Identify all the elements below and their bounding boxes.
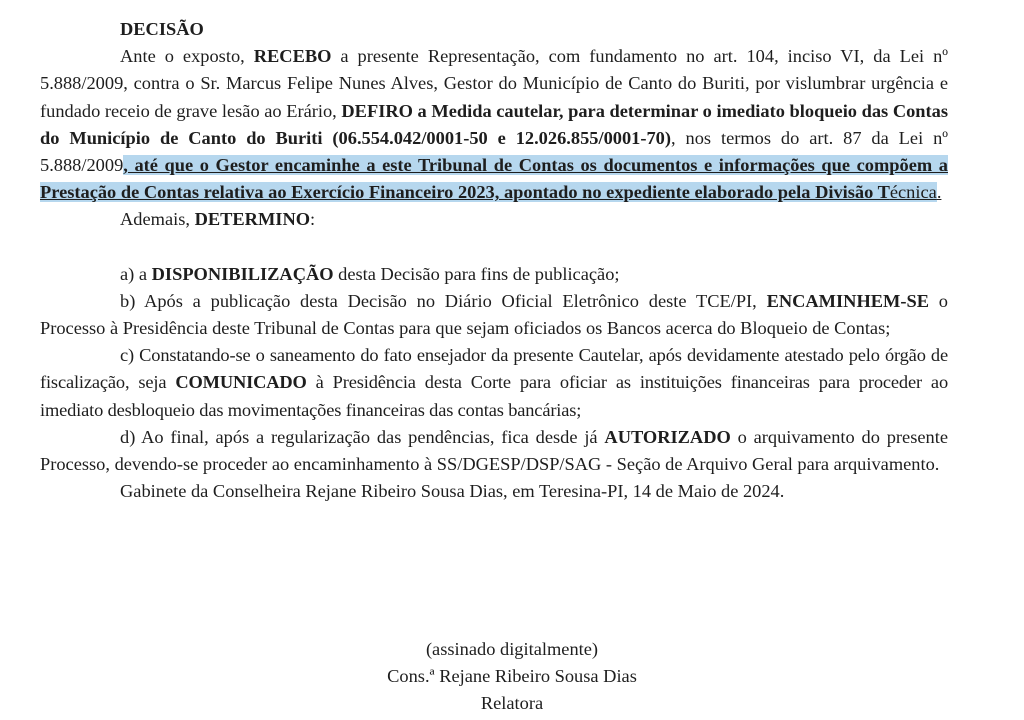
decision-text-intro: Ante o exposto,: [120, 46, 254, 67]
item-c-bold: COMUNICADO: [175, 372, 307, 393]
signature-name: Cons.ª Rejane Ribeiro Sousa Dias: [387, 666, 637, 687]
item-d-text: o arquivamento do presente Processo, devendo-se proceder ao encaminhamento à SS/DGESP/DSP/SAG - Seção de Arquivo Geral para arquivamento.: [40, 426, 949, 475]
item-a-prefix: a) a: [120, 263, 152, 284]
section-heading: DECISÃO: [120, 19, 204, 39]
item-d-prefix: d) Ao final, após a regularização das pendências, fica desde já: [120, 426, 605, 447]
determino-paragraph: [40, 206, 948, 233]
determino-colon: :: [310, 209, 316, 230]
item-b-prefix: b) Após a publicação desta Decisão no Diário Oficial Eletrônico deste TCE/PI,: [120, 290, 767, 311]
decision-defiro: DEFIRO a Medida cautelar, para determinar o imediato bloqueio das Contas do Município de Canto do Buriti (06.554.042/0001-50 e 12.026.855/0001-70): [40, 100, 948, 148]
decision-paragraph: [40, 43, 948, 206]
blank-line: [40, 234, 948, 261]
determino-label: DETERMINO: [194, 209, 311, 230]
list-item-c: [40, 342, 948, 424]
closing-line: Gabinete da Conselheira Rejane Ribeiro Sousa Dias, em Teresina-PI, 14 de Maio de 2024.: [120, 481, 785, 502]
document-body: [40, 16, 948, 505]
decision-text-basis: a presente Representação, com fundamento no art. 104, inciso VI, da Lei nº 5.888/2009, contra o Sr. Marcus Felipe Nunes Alves, Gestor do Município de Canto do Buriti, por vislumbrar urgência e fundado receio de grave lesão ao Erário,: [40, 46, 948, 121]
highlighted-selection-tail[interactable]: écnica: [889, 182, 937, 203]
item-a-bold: DISPONIBILIZAÇÃO: [151, 263, 334, 284]
item-c-text: à Presidência desta Corte para oficiar as instituições financeiras para proceder ao imediato desbloqueio das movimentações financeiras das contas bancárias;: [40, 372, 948, 420]
determino-intro: Ademais,: [120, 209, 195, 230]
list-item-d: [40, 424, 948, 478]
item-d-bold: AUTORIZADO: [604, 426, 731, 447]
highlighted-selection[interactable]: , até que o Gestor encaminhe a este Tribunal de Contas os documentos e informações que compõem a Prestação de Contas relativa ao Exercício Financeiro 2023, apontado no expediente elaborado pela Divisão T: [40, 155, 948, 203]
list-item-a: [40, 261, 948, 288]
decision-text-law: , nos termos do art. 87 da Lei nº 5.888/2009: [40, 127, 948, 176]
list-item-b: [40, 288, 948, 342]
item-b-text: o Processo à Presidência deste Tribunal de Contas para que sejam oficiados os Bancos acerca do Bloqueio de Contas;: [40, 290, 949, 339]
item-b-bold: ENCAMINHEM-SE: [766, 290, 930, 311]
item-c-prefix: c) Constatando-se o saneamento do fato ensejador da presente Cautelar, após devidamente atestado pelo órgão de fiscalização, seja: [40, 345, 948, 393]
decision-recebo: RECEBO: [253, 46, 332, 67]
item-a-text: desta Decisão para fins de publicação;: [333, 263, 620, 284]
signature-block: [0, 636, 1024, 718]
decision-period: .: [936, 182, 942, 203]
signature-role: Relatora: [480, 693, 544, 714]
signature-note: (assinado digitalmente): [425, 639, 599, 659]
